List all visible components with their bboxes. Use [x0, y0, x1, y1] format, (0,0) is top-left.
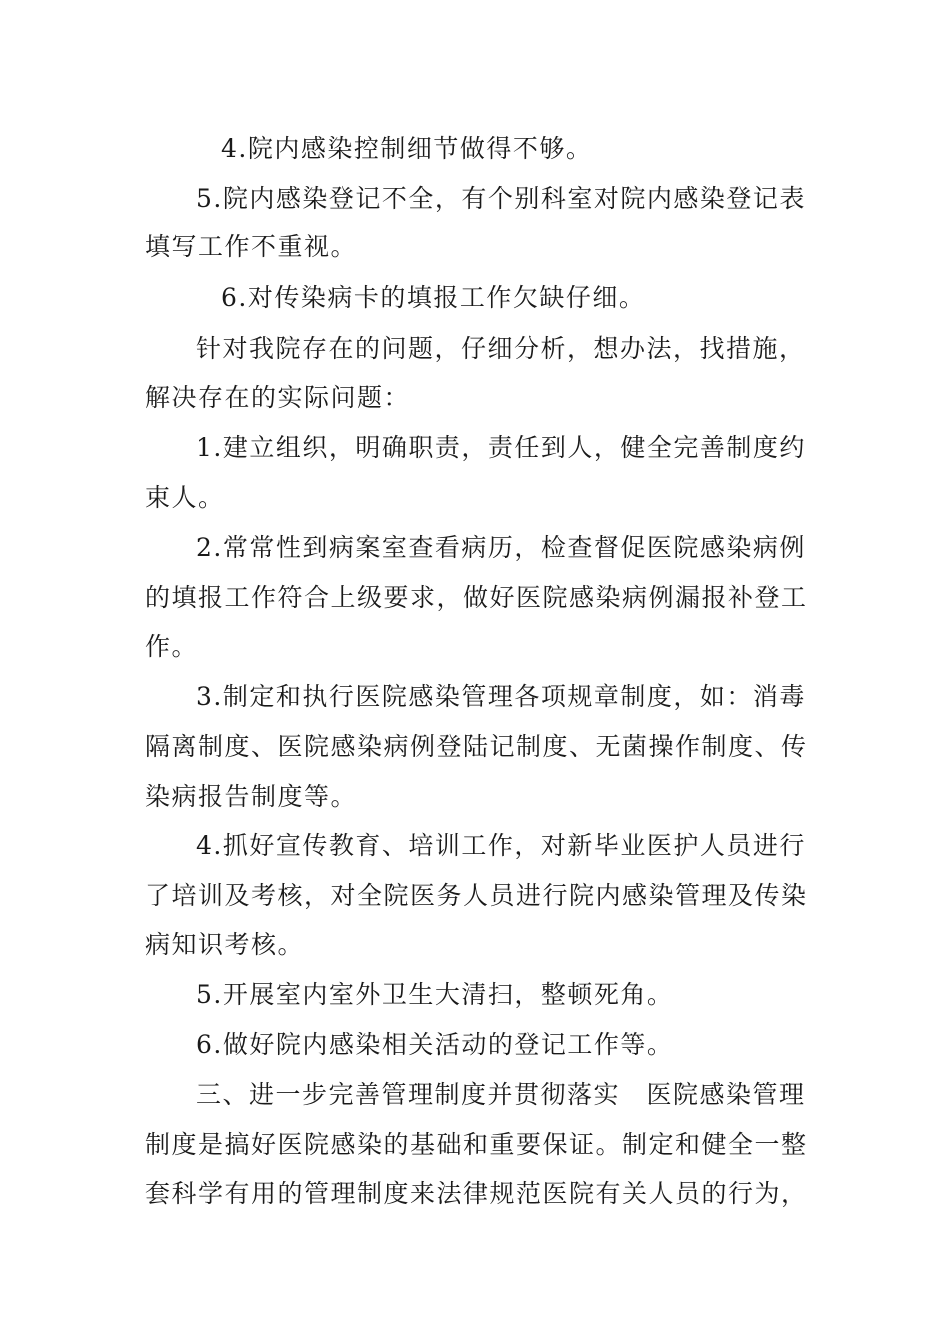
text-line-item-5-registration: 5.院内感染登记不全，有个别科室对院内感染登记表 [196, 184, 806, 213]
text-line-measure-3-continued-a: 隔离制度、医院感染病例登陆记制度、无菌操作制度、传 [145, 732, 808, 761]
text-line-measure-2: 2.常常性到病案室查看病历，检查督促医院感染病例 [196, 533, 806, 562]
text-line-measure-3: 3.制定和执行医院感染管理各项规章制度，如：消毒 [196, 682, 806, 711]
text-line-measure-2-continued-a: 的填报工作符合上级要求，做好医院感染病例漏报补登工 [145, 583, 808, 612]
text-line-section-3-continued-b: 套科学有用的管理制度来法律规范医院有关人员的行为， [145, 1179, 808, 1208]
text-line-item-4-control-details: 4.院内感染控制细节做得不够。 [221, 134, 593, 163]
text-line-item-6-infectious-card: 6.对传染病卡的填报工作欠缺仔细。 [221, 283, 646, 312]
text-line-measure-1: 1.建立组织，明确职责，责任到人，健全完善制度约 [196, 433, 806, 462]
text-line-measure-4-continued-a: 了培训及考核，对全院医务人员进行院内感染管理及传染 [145, 881, 808, 910]
text-line-item-5-continued: 填写工作不重视。 [145, 232, 358, 261]
text-line-analysis-continued: 解决存在的实际问题： [145, 383, 411, 412]
text-line-measure-4: 4.抓好宣传教育、培训工作，对新毕业医护人员进行 [196, 831, 806, 860]
text-line-measure-5: 5.开展室内室外卫生大清扫，整顿死角。 [196, 980, 674, 1009]
text-line-measure-2-continued-b: 作。 [145, 632, 199, 661]
text-line-measure-4-continued-b: 病知识考核。 [145, 930, 305, 959]
text-line-section-3-heading: 三、进一步完善管理制度并贯彻落实 医院感染管理 [196, 1080, 806, 1109]
text-line-analysis-intro: 针对我院存在的问题，仔细分析，想办法，找措施， [196, 334, 806, 363]
text-line-measure-3-continued-b: 染病报告制度等。 [145, 782, 358, 811]
text-line-measure-6: 6.做好院内感染相关活动的登记工作等。 [196, 1030, 674, 1059]
text-line-section-3-continued-a: 制度是搞好医院感染的基础和重要保证。制定和健全一整 [145, 1130, 808, 1159]
text-line-measure-1-continued: 束人。 [145, 483, 225, 512]
